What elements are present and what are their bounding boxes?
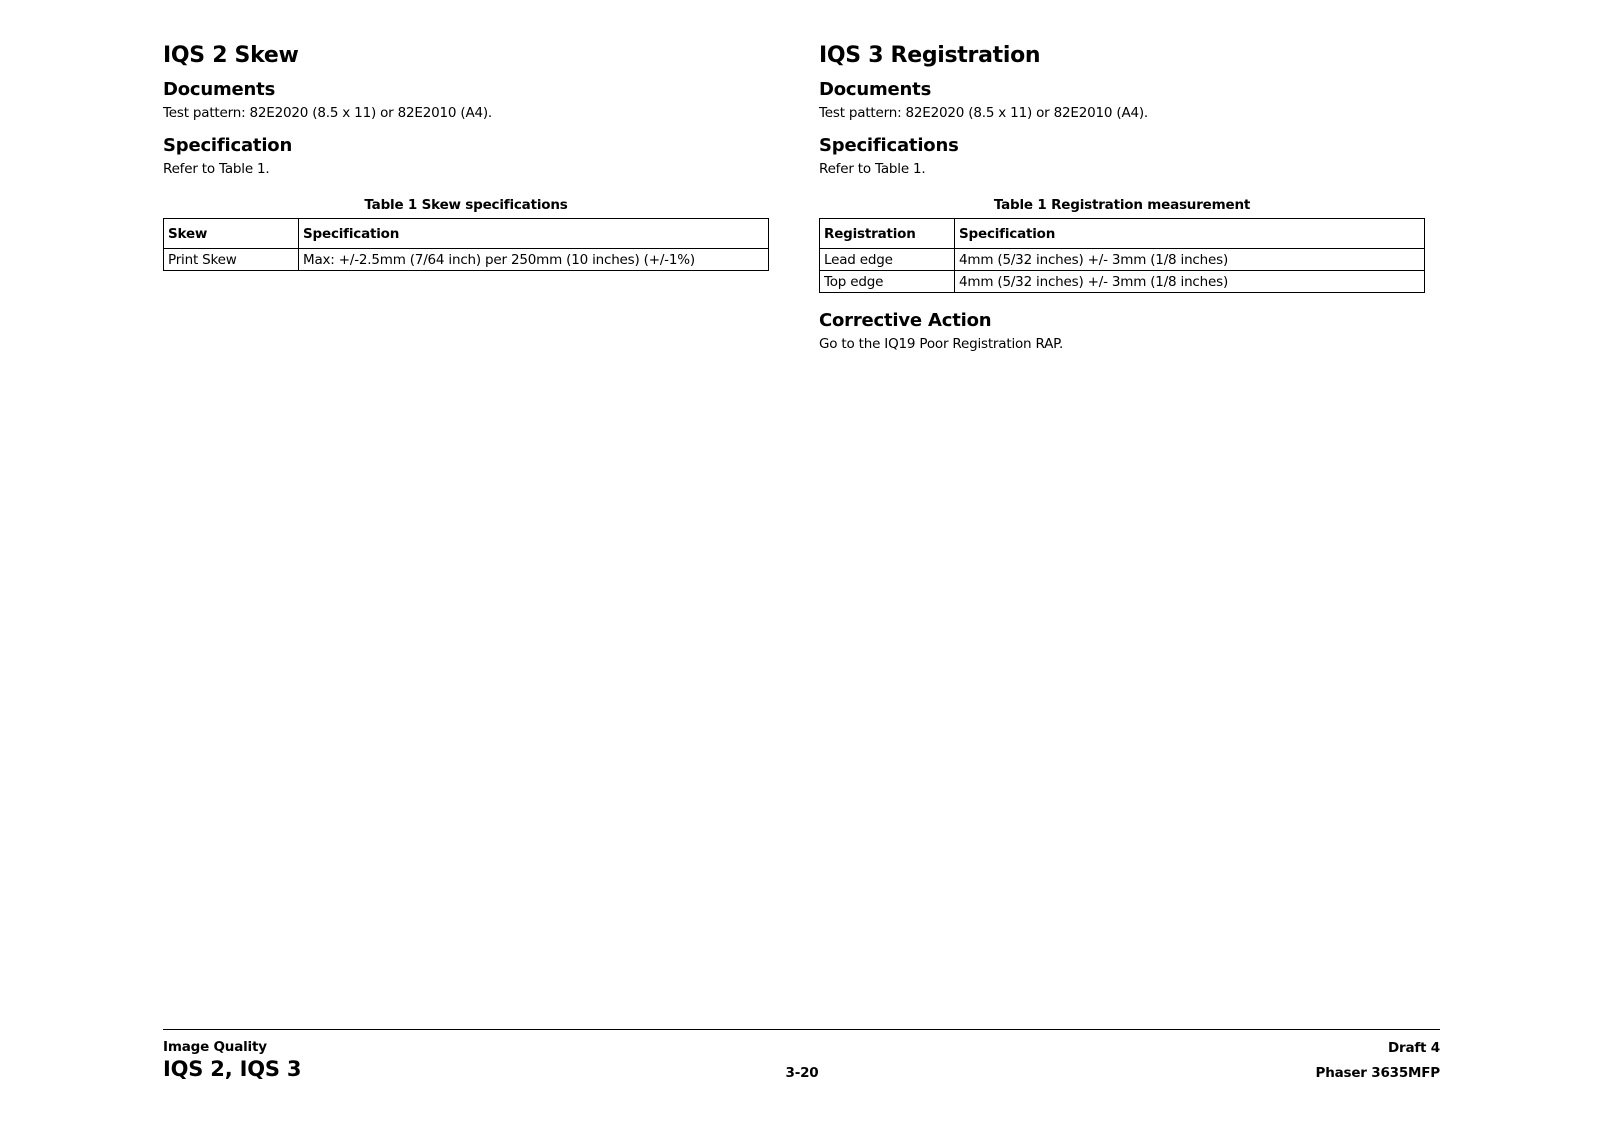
corrective-action-text: Go to the IQ19 Poor Registration RAP. [819,336,1064,352]
footer-draft: Draft 4 [1388,1040,1440,1056]
table-cell: Lead edge [820,249,955,271]
table-cell: Print Skew [164,249,299,271]
registration-spec-table [819,218,1425,293]
table-header-row [820,219,1425,249]
iqs2-documents-text: Test pattern: 82E2020 (8.5 x 11) or 82E2010 (A4). [163,105,493,121]
iqs3-table-caption: Table 1 Registration measurement [993,197,1251,213]
table-cell: Top edge [820,271,955,293]
table-cell: 4mm (5/32 inches) +/- 3mm (1/8 inches) [955,271,1425,293]
iqs2-specification-text: Refer to Table 1. [163,161,270,177]
table-header-row [164,219,769,249]
skew-spec-table [163,218,769,271]
corrective-action-heading: Corrective Action [819,310,992,331]
table-row [820,271,1425,293]
iqs3-documents-heading: Documents [819,79,932,100]
iqs2-section [163,40,769,271]
iqs3-section [819,40,1425,355]
footer-page-number: 3-20 [785,1065,819,1081]
table-row [820,249,1425,271]
table-header-cell: Skew [164,219,299,249]
table-row [164,249,769,271]
footer-section: IQS 2, IQS 3 [163,1057,302,1081]
table-header-cell: Specification [955,219,1425,249]
iqs2-documents-heading: Documents [163,79,276,100]
footer-divider [163,1029,1440,1030]
iqs2-title: IQS 2 Skew [163,43,299,68]
iqs3-specification-text: Refer to Table 1. [819,161,926,177]
iqs3-documents-text: Test pattern: 82E2020 (8.5 x 11) or 82E2010 (A4). [819,105,1149,121]
iqs3-specification-heading: Specifications [819,135,959,156]
iqs3-title: IQS 3 Registration [819,43,1041,68]
iqs2-table-caption: Table 1 Skew specifications [364,197,568,213]
footer-chapter: Image Quality [163,1039,267,1055]
table-header-cell: Specification [299,219,769,249]
table-cell: Max: +/-2.5mm (7/64 inch) per 250mm (10 inches) (+/-1%) [299,249,769,271]
table-cell: 4mm (5/32 inches) +/- 3mm (1/8 inches) [955,249,1425,271]
footer-product: Phaser 3635MFP [1315,1065,1440,1081]
table-header-cell: Registration [820,219,955,249]
iqs2-specification-heading: Specification [163,135,293,156]
